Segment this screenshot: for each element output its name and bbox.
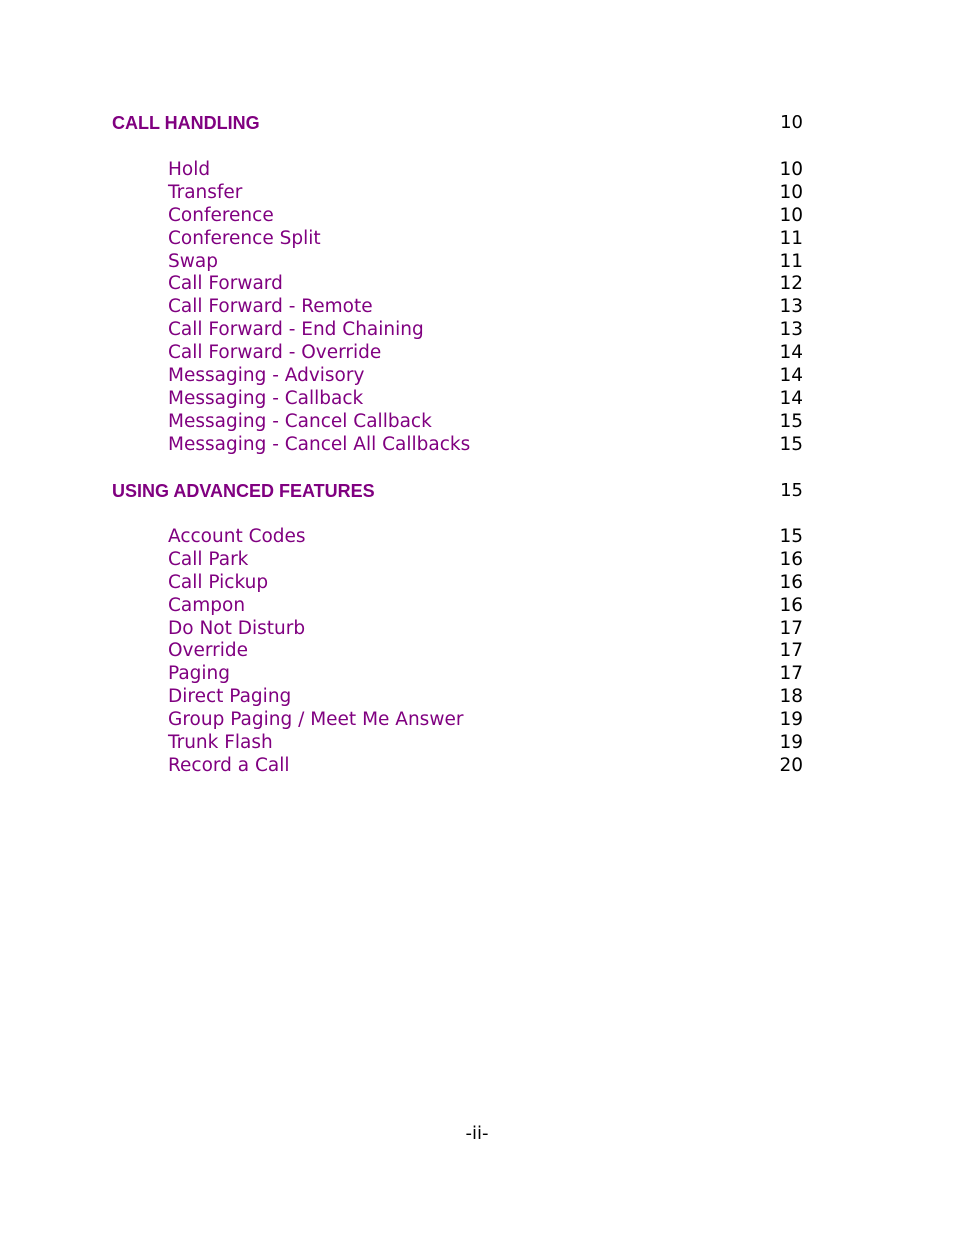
toc-entry-override (0, 640, 954, 663)
toc-entry-conference-split (0, 228, 954, 251)
toc-page-number: 14 (779, 365, 803, 387)
toc-entry-messaging-advisory (0, 365, 954, 388)
toc-page-number: 17 (779, 640, 803, 662)
toc-page-number: 11 (779, 227, 803, 249)
toc-page-number: 13 (779, 296, 803, 318)
toc-link[interactable]: Override (168, 640, 249, 662)
toc-entry-campon (0, 595, 954, 618)
toc-link[interactable]: Record a Call (168, 754, 290, 776)
toc-entry-list (0, 526, 954, 778)
toc-entry-messaging-cancel-all-callbacks (0, 434, 954, 457)
toc-entry-swap (0, 251, 954, 274)
toc-entry-call-park (0, 549, 954, 572)
toc-page-number: 14 (779, 387, 803, 409)
toc-page-number: 15 (779, 526, 803, 547)
toc-page-number: 10 (779, 181, 803, 203)
toc-link[interactable]: Call Forward - End Chaining (168, 319, 424, 341)
section-title: USING ADVANCED FEATURES (112, 481, 375, 501)
toc-entry-group-paging-meet-me-answer (0, 709, 954, 732)
toc-link[interactable]: Call Forward - Remote (168, 296, 373, 318)
toc-page-number: 19 (779, 732, 803, 754)
toc-link[interactable]: Messaging - Cancel All Callbacks (168, 433, 471, 455)
toc-page-number: 16 (779, 571, 803, 593)
toc-page-number: 10 (779, 204, 803, 226)
toc-page-number: 16 (779, 594, 803, 616)
toc-link[interactable]: Call Forward - Override (168, 342, 382, 364)
toc-page-number: 14 (779, 342, 803, 364)
toc-page-number: 15 (779, 410, 803, 432)
toc-entry-call-forward-end-chaining (0, 319, 954, 342)
toc-page-number: 17 (779, 663, 803, 685)
toc-entry-call-pickup (0, 572, 954, 595)
toc-link[interactable]: Transfer (168, 181, 243, 203)
toc-link[interactable]: Hold (168, 159, 211, 180)
toc-entry-messaging-cancel-callback (0, 411, 954, 434)
toc-link[interactable]: Messaging - Callback (168, 387, 364, 409)
toc-page-number: 12 (779, 273, 803, 295)
toc-page-number: 13 (779, 319, 803, 341)
toc-page-number: 20 (779, 754, 803, 776)
toc-link[interactable]: Call Forward (168, 273, 283, 295)
toc-page-number: 19 (779, 709, 803, 731)
toc-link[interactable]: Direct Paging (168, 686, 292, 708)
toc-link[interactable]: Paging (168, 663, 231, 685)
toc-link[interactable]: Trunk Flash (168, 732, 273, 754)
section-title: CALL HANDLING (112, 113, 260, 133)
toc-entry-call-forward (0, 273, 954, 296)
toc-page-number: 17 (779, 617, 803, 639)
toc-link[interactable]: Call Park (168, 548, 249, 570)
toc-link[interactable]: Campon (168, 594, 246, 616)
toc-link[interactable]: Messaging - Advisory (168, 365, 365, 387)
toc-entry-call-forward-override (0, 342, 954, 365)
toc-entry-record-a-call (0, 755, 954, 778)
toc-entry-hold (0, 159, 954, 182)
toc-link[interactable]: Group Paging / Meet Me Answer (168, 709, 464, 731)
toc-entry-direct-paging (0, 686, 954, 709)
toc-link[interactable]: Conference (168, 204, 274, 226)
toc-entry-messaging-callback (0, 388, 954, 411)
toc-link[interactable]: Messaging - Cancel Callback (168, 410, 432, 432)
toc-link[interactable]: Swap (168, 250, 218, 272)
toc-entry-call-forward-remote (0, 296, 954, 319)
toc-page-number: 16 (779, 548, 803, 570)
toc-entry-paging (0, 663, 954, 686)
toc-link[interactable]: Conference Split (168, 227, 321, 249)
toc-entry-do-not-disturb (0, 618, 954, 641)
section-page-number: 15 (780, 480, 803, 501)
toc-page-number: 18 (779, 686, 803, 708)
toc-link[interactable]: Call Pickup (168, 571, 269, 593)
toc-page-number: 11 (779, 250, 803, 272)
toc-page-number: 10 (779, 159, 803, 180)
toc-link[interactable]: Account Codes (168, 526, 306, 547)
section-page-number: 10 (780, 112, 803, 133)
toc-entry-list (0, 159, 954, 457)
section-heading-using-advanced-features (0, 479, 954, 503)
toc-page-number: 15 (779, 433, 803, 455)
section-heading-call-handling (0, 111, 954, 135)
toc-entry-transfer (0, 182, 954, 205)
toc-entry-account-codes (0, 526, 954, 549)
toc-entry-trunk-flash (0, 732, 954, 755)
toc-link[interactable]: Do Not Disturb (168, 617, 306, 639)
page-number-footer: -ii- (465, 1123, 489, 1144)
toc-entry-conference (0, 205, 954, 228)
